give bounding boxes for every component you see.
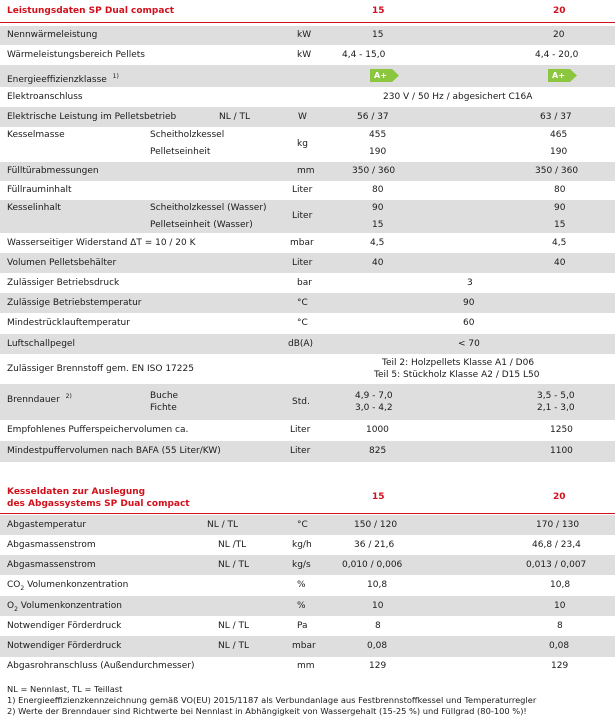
row-label: Abgastemperatur xyxy=(7,520,87,530)
o2-label-pre: O xyxy=(7,601,15,611)
row-v15: 36 / 21,6 xyxy=(354,540,395,550)
table-row xyxy=(0,87,615,107)
row-mode: NL /TL xyxy=(218,540,247,550)
row-v15: 15 xyxy=(372,30,384,40)
row-v20b: 15 xyxy=(554,220,566,230)
row-v15: 10 xyxy=(372,601,384,611)
row-label xyxy=(7,391,72,406)
table-row xyxy=(0,273,615,293)
row-v15: 150 / 120 xyxy=(354,520,398,530)
table-row xyxy=(0,181,615,200)
table-row xyxy=(0,535,615,555)
row-unit: Pa xyxy=(297,621,308,631)
row-v15: 10,8 xyxy=(367,580,388,590)
energy-label-text: Energieeffizienzklasse xyxy=(7,75,107,85)
table-row xyxy=(0,26,615,45)
row-value: < 70 xyxy=(458,339,480,349)
row-v15a: 4,9 - 7,0 xyxy=(355,391,393,401)
row-sub1: Buche xyxy=(150,391,179,401)
row-unit: Liter xyxy=(292,185,313,195)
footnote-legend: NL = Nennlast, TL = Teillast xyxy=(7,684,123,694)
row-v20: 8 xyxy=(557,621,563,631)
row-unit: bar xyxy=(297,278,312,288)
table-row xyxy=(0,420,615,441)
row-unit: Liter xyxy=(290,446,311,456)
table-row xyxy=(0,233,615,253)
row-v15: 0,010 / 0,006 xyxy=(342,560,403,570)
footnote-1: 1) Energieeffizienzkennzeichnung gemäß VO(EU) 2015/1187 als Verbundanlage aus Festbrennstoffkessel und Temperaturregler xyxy=(7,695,537,705)
row-mode: NL / TL xyxy=(207,520,239,530)
row-v20: 40 xyxy=(554,258,566,268)
table-row xyxy=(0,253,615,273)
row-label: Wasserseitiger Widerstand ΔT = 10 / 20 K xyxy=(7,238,196,248)
row-v20b: 2,1 - 3,0 xyxy=(537,403,575,413)
row-sub2: Fichte xyxy=(150,403,177,413)
row-v15: 4,5 xyxy=(370,238,385,248)
row-v20: 129 xyxy=(551,661,569,671)
row-v20: 4,5 xyxy=(552,238,567,248)
row-label: Zulässige Betriebstemperatur xyxy=(7,298,142,308)
row-unit: Liter xyxy=(290,425,311,435)
table-row xyxy=(0,200,615,233)
footnote-2: 2) Werte der Brenndauer sind Richtwerte bei Nennlast in Abhängigkeit von Wassergehalt (15-25 %) und Füllgrad (80-100 %)! xyxy=(7,706,527,716)
row-v15b: 15 xyxy=(372,220,384,230)
row-line2: Teil 5: Stückholz Klasse A2 / D15 L50 xyxy=(374,370,540,380)
row-v20: 20 xyxy=(553,30,565,40)
co2-label-post: Volumenkonzentration xyxy=(24,580,129,590)
o2-label-post: Volumenkonzentration xyxy=(17,601,123,611)
row-value: 3 xyxy=(467,278,473,288)
row-unit: % xyxy=(297,580,306,590)
brenndauer-label-text: Brenndauer xyxy=(7,395,60,405)
row-mode: NL / TL xyxy=(219,112,251,122)
row-mode: NL / TL xyxy=(218,621,250,631)
row-sub2: Pelletseinheit xyxy=(150,147,211,157)
row-label: Mindestrücklauftemperatur xyxy=(7,318,130,328)
row-v15: 80 xyxy=(372,185,384,195)
row-mode: NL / TL xyxy=(218,641,250,651)
row-v15: 56 / 37 xyxy=(357,112,389,122)
row-label: Kesselmasse xyxy=(7,130,65,140)
row-label: Luftschallpegel xyxy=(7,339,75,349)
col20-header: 20 xyxy=(553,492,566,502)
row-mode: NL / TL xyxy=(218,560,250,570)
table-row xyxy=(0,384,615,420)
table-row xyxy=(0,45,615,65)
row-unit: kW xyxy=(297,30,312,40)
row-label: Volumen Pelletsbehälter xyxy=(7,258,117,268)
col20-header: 20 xyxy=(553,6,566,16)
row-label xyxy=(7,601,122,615)
row-v20b: 190 xyxy=(550,147,568,157)
row-v15: 350 / 360 xyxy=(352,166,396,176)
col15-header: 15 xyxy=(372,492,385,502)
table-row xyxy=(0,65,615,87)
row-label: Fülltürabmessungen xyxy=(7,166,99,176)
row-label: Zulässiger Betriebsdruck xyxy=(7,278,120,288)
row-v20: 10,8 xyxy=(550,580,571,590)
section2-header xyxy=(0,484,615,512)
row-label: Elektroanschluss xyxy=(7,92,83,102)
row-label: Elektrische Leistung im Pelletsbetrieb xyxy=(7,112,177,122)
section2-title-line1: Kesseldaten zur Auslegung xyxy=(7,487,146,497)
row-unit: % xyxy=(297,601,306,611)
section2-rule xyxy=(0,513,615,514)
row-label: Wärmeleistungsbereich Pellets xyxy=(7,50,145,60)
table-row xyxy=(0,441,615,462)
row-label: Notwendiger Förderdruck xyxy=(7,641,122,651)
row-v20: 80 xyxy=(554,185,566,195)
row-label: Abgasrohranschluss (Außendurchmesser) xyxy=(7,661,195,671)
row-v15b: 3,0 - 4,2 xyxy=(355,403,393,413)
row-v20: 0,08 xyxy=(549,641,570,651)
row-label xyxy=(7,71,119,86)
table-row xyxy=(0,575,615,596)
row-v15: 0,08 xyxy=(367,641,388,651)
row-label: Zulässiger Brennstoff gem. EN ISO 17225 xyxy=(7,364,194,374)
table-row xyxy=(0,127,615,162)
co2-label-sub: 2 xyxy=(20,584,25,592)
col15-header: 15 xyxy=(372,6,385,16)
row-v20: 1100 xyxy=(550,446,573,456)
footnote-ref: 2) xyxy=(65,393,72,400)
o2-label-sub: 2 xyxy=(14,605,18,613)
row-v15b: 190 xyxy=(369,147,387,157)
row-v20a: 3,5 - 5,0 xyxy=(537,391,575,401)
row-label: Abgasmassenstrom xyxy=(7,560,96,570)
table-row xyxy=(0,596,615,616)
footnote-ref: 1) xyxy=(112,73,119,80)
row-value: 230 V / 50 Hz / abgesichert C16A xyxy=(383,92,533,102)
section2-title-line2: des Abgassystems SP Dual compact xyxy=(7,499,190,509)
row-label: Kesselinhalt xyxy=(7,203,61,213)
row-v20: 0,013 / 0,007 xyxy=(526,560,587,570)
row-v20: 4,4 - 20,0 xyxy=(535,50,579,60)
row-unit: mbar xyxy=(292,641,316,651)
table-row xyxy=(0,555,615,575)
table-row xyxy=(0,616,615,636)
row-v15: 825 xyxy=(369,446,387,456)
table-row xyxy=(0,293,615,313)
row-v20a: 465 xyxy=(550,130,568,140)
row-unit: °C xyxy=(297,298,308,308)
table-row xyxy=(0,107,615,127)
row-unit: °C xyxy=(297,318,308,328)
row-v20: 170 / 130 xyxy=(536,520,580,530)
row-v15: 1000 xyxy=(366,425,389,435)
row-line1: Teil 2: Holzpellets Klasse A1 / D06 xyxy=(382,358,535,368)
table-row xyxy=(0,636,615,657)
section1-rule xyxy=(0,22,615,23)
row-sub1: Scheitholzkessel xyxy=(150,130,225,140)
section1-title: Leistungsdaten SP Dual compact xyxy=(7,6,175,16)
table-row xyxy=(0,657,615,677)
row-unit: kW xyxy=(297,50,312,60)
row-unit: °C xyxy=(297,520,308,530)
table-row xyxy=(0,354,615,384)
row-unit: Liter xyxy=(292,258,313,268)
row-label: Empfohlenes Pufferspeichervolumen ca. xyxy=(7,425,189,435)
row-v20: 46,8 / 23,4 xyxy=(532,540,581,550)
row-v20: 1250 xyxy=(550,425,573,435)
table-row xyxy=(0,313,615,334)
section1-header xyxy=(0,0,615,22)
row-unit: dB(A) xyxy=(288,339,314,349)
row-value: 60 xyxy=(463,318,475,328)
row-unit: W xyxy=(298,112,307,122)
row-v20: 63 / 37 xyxy=(540,112,572,122)
row-label: Abgasmassenstrom xyxy=(7,540,96,550)
table-row xyxy=(0,515,615,535)
energy-badge-15: A+ xyxy=(370,69,400,82)
table-row xyxy=(0,162,615,181)
row-v20: 350 / 360 xyxy=(535,166,579,176)
row-v20: 10 xyxy=(554,601,566,611)
row-unit: mbar xyxy=(290,238,314,248)
row-v15: 4,4 - 15,0 xyxy=(342,50,386,60)
row-label: Nennwärmeleistung xyxy=(7,30,98,40)
row-unit: mm xyxy=(297,661,315,671)
row-unit: kg xyxy=(297,139,308,149)
row-unit: Liter xyxy=(292,211,313,221)
row-label: Notwendiger Förderdruck xyxy=(7,621,122,631)
row-v15: 129 xyxy=(369,661,387,671)
row-label: Mindestpuffervolumen nach BAFA (55 Liter/KW) xyxy=(7,446,221,456)
row-sub1: Scheitholzkessel (Wasser) xyxy=(150,203,267,213)
row-v15: 8 xyxy=(375,621,381,631)
row-label: Füllrauminhalt xyxy=(7,185,72,195)
row-v15a: 90 xyxy=(372,203,384,213)
row-unit: kg/h xyxy=(292,540,312,550)
row-value: 90 xyxy=(463,298,475,308)
row-v15: 40 xyxy=(372,258,384,268)
table-row xyxy=(0,334,615,354)
co2-label-pre: CO xyxy=(7,580,21,590)
row-unit: Std. xyxy=(292,397,310,407)
energy-badge-20: A+ xyxy=(548,69,578,82)
row-v20a: 90 xyxy=(554,203,566,213)
row-unit: kg/s xyxy=(292,560,311,570)
row-v15a: 455 xyxy=(369,130,387,140)
row-sub2: Pelletseinheit (Wasser) xyxy=(150,220,253,230)
row-unit: mm xyxy=(297,166,315,176)
row-label xyxy=(7,580,128,594)
